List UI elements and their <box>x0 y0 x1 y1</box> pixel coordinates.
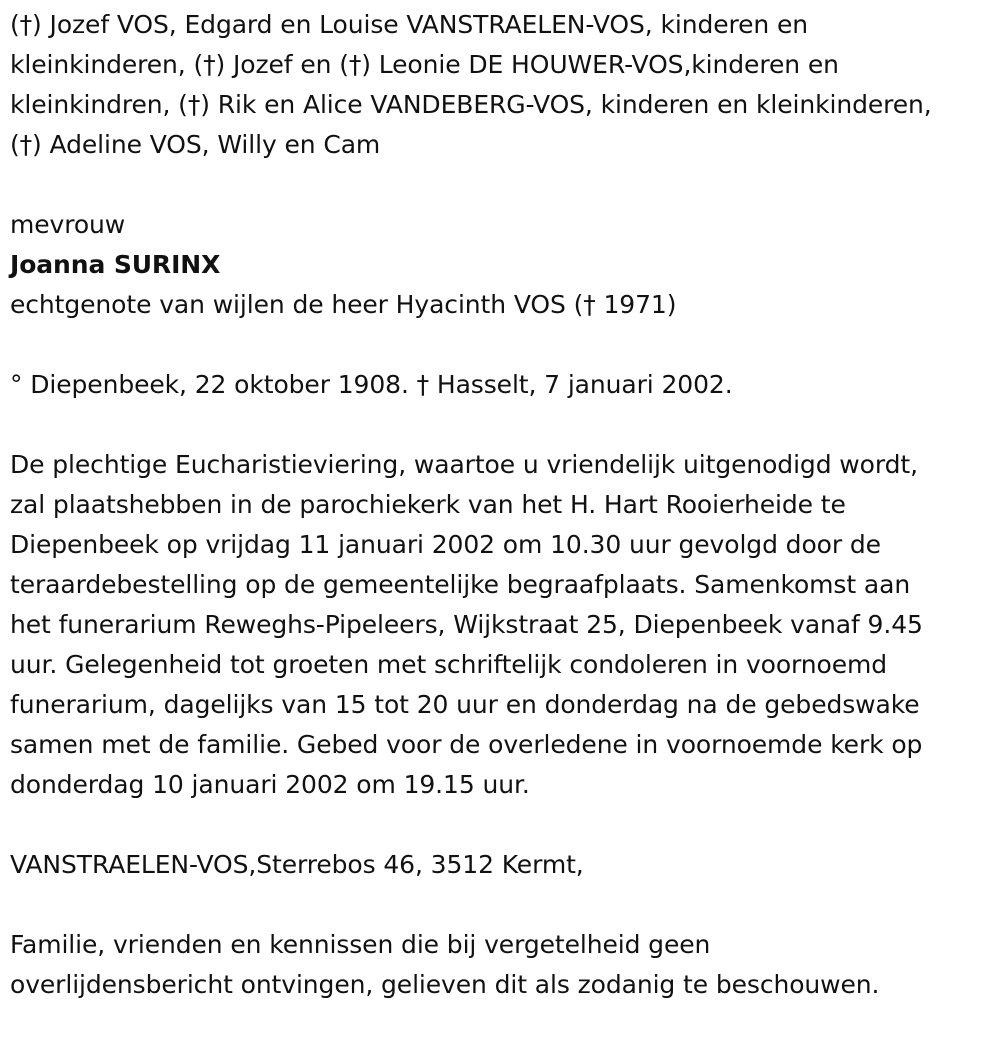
family-paragraph <box>10 5 995 165</box>
text-line: teraardebestelling op de gemeentelijke begraafplaats. Samenkomst aan <box>10 570 911 599</box>
text-line: uur. Gelegenheid tot groeten met schriftelijk condoleren in voornoemd <box>10 650 888 679</box>
spouse-line: echtgenote van wijlen de heer Hyacinth VOS († 1971) <box>10 290 677 319</box>
birth-death-dates: ° Diepenbeek, 22 oktober 1908. † Hasselt, 7 januari 2002. <box>10 370 733 399</box>
deceased-name: Joanna SURINX <box>10 250 221 279</box>
text-line: (†) Adeline VOS, Willy en Cam <box>10 130 381 159</box>
spacer <box>10 165 995 205</box>
family-address: VANSTRAELEN-VOS,Sterrebos 46, 3512 Kermt, <box>10 850 584 879</box>
text-line: De plechtige Eucharistieviering, waartoe u vriendelijk uitgenodigd wordt, <box>10 450 918 479</box>
deceased-block <box>10 205 995 325</box>
text-line: kleinkindren, (†) Rik en Alice VANDEBERG-VOS, kinderen en kleinkinderen, <box>10 90 932 119</box>
text-line: Diepenbeek op vrijdag 11 januari 2002 om 10.30 uur gevolgd door de <box>10 530 881 559</box>
text-line: funerarium, dagelijks van 15 tot 20 uur en donderdag na de gebedswake <box>10 690 920 719</box>
spacer <box>10 885 995 925</box>
deceased-title: mevrouw <box>10 210 126 239</box>
spacer <box>10 405 995 445</box>
text-line: (†) Jozef VOS, Edgard en Louise VANSTRAELEN-VOS, kinderen en <box>10 10 809 39</box>
text-line: kleinkinderen, (†) Jozef en (†) Leonie DE HOUWER-VOS,kinderen en <box>10 50 839 79</box>
text-line: overlijdensbericht ontvingen, gelieven dit als zodanig te beschouwen. <box>10 970 880 999</box>
text-line: het funerarium Reweghs-Pipeleers, Wijkstraat 25, Diepenbeek vanaf 9.45 <box>10 610 923 639</box>
obituary-notice <box>10 5 995 1005</box>
spacer <box>10 805 995 845</box>
text-line: zal plaatshebben in de parochiekerk van het H. Hart Rooierheide te <box>10 490 846 519</box>
text-line: donderdag 10 januari 2002 om 19.15 uur. <box>10 770 530 799</box>
closing-paragraph <box>10 925 995 1005</box>
service-paragraph <box>10 445 995 805</box>
text-line: samen met de familie. Gebed voor de overledene in voornoemde kerk op <box>10 730 923 759</box>
spacer <box>10 325 995 365</box>
text-line: Familie, vrienden en kennissen die bij vergetelheid geen <box>10 930 711 959</box>
